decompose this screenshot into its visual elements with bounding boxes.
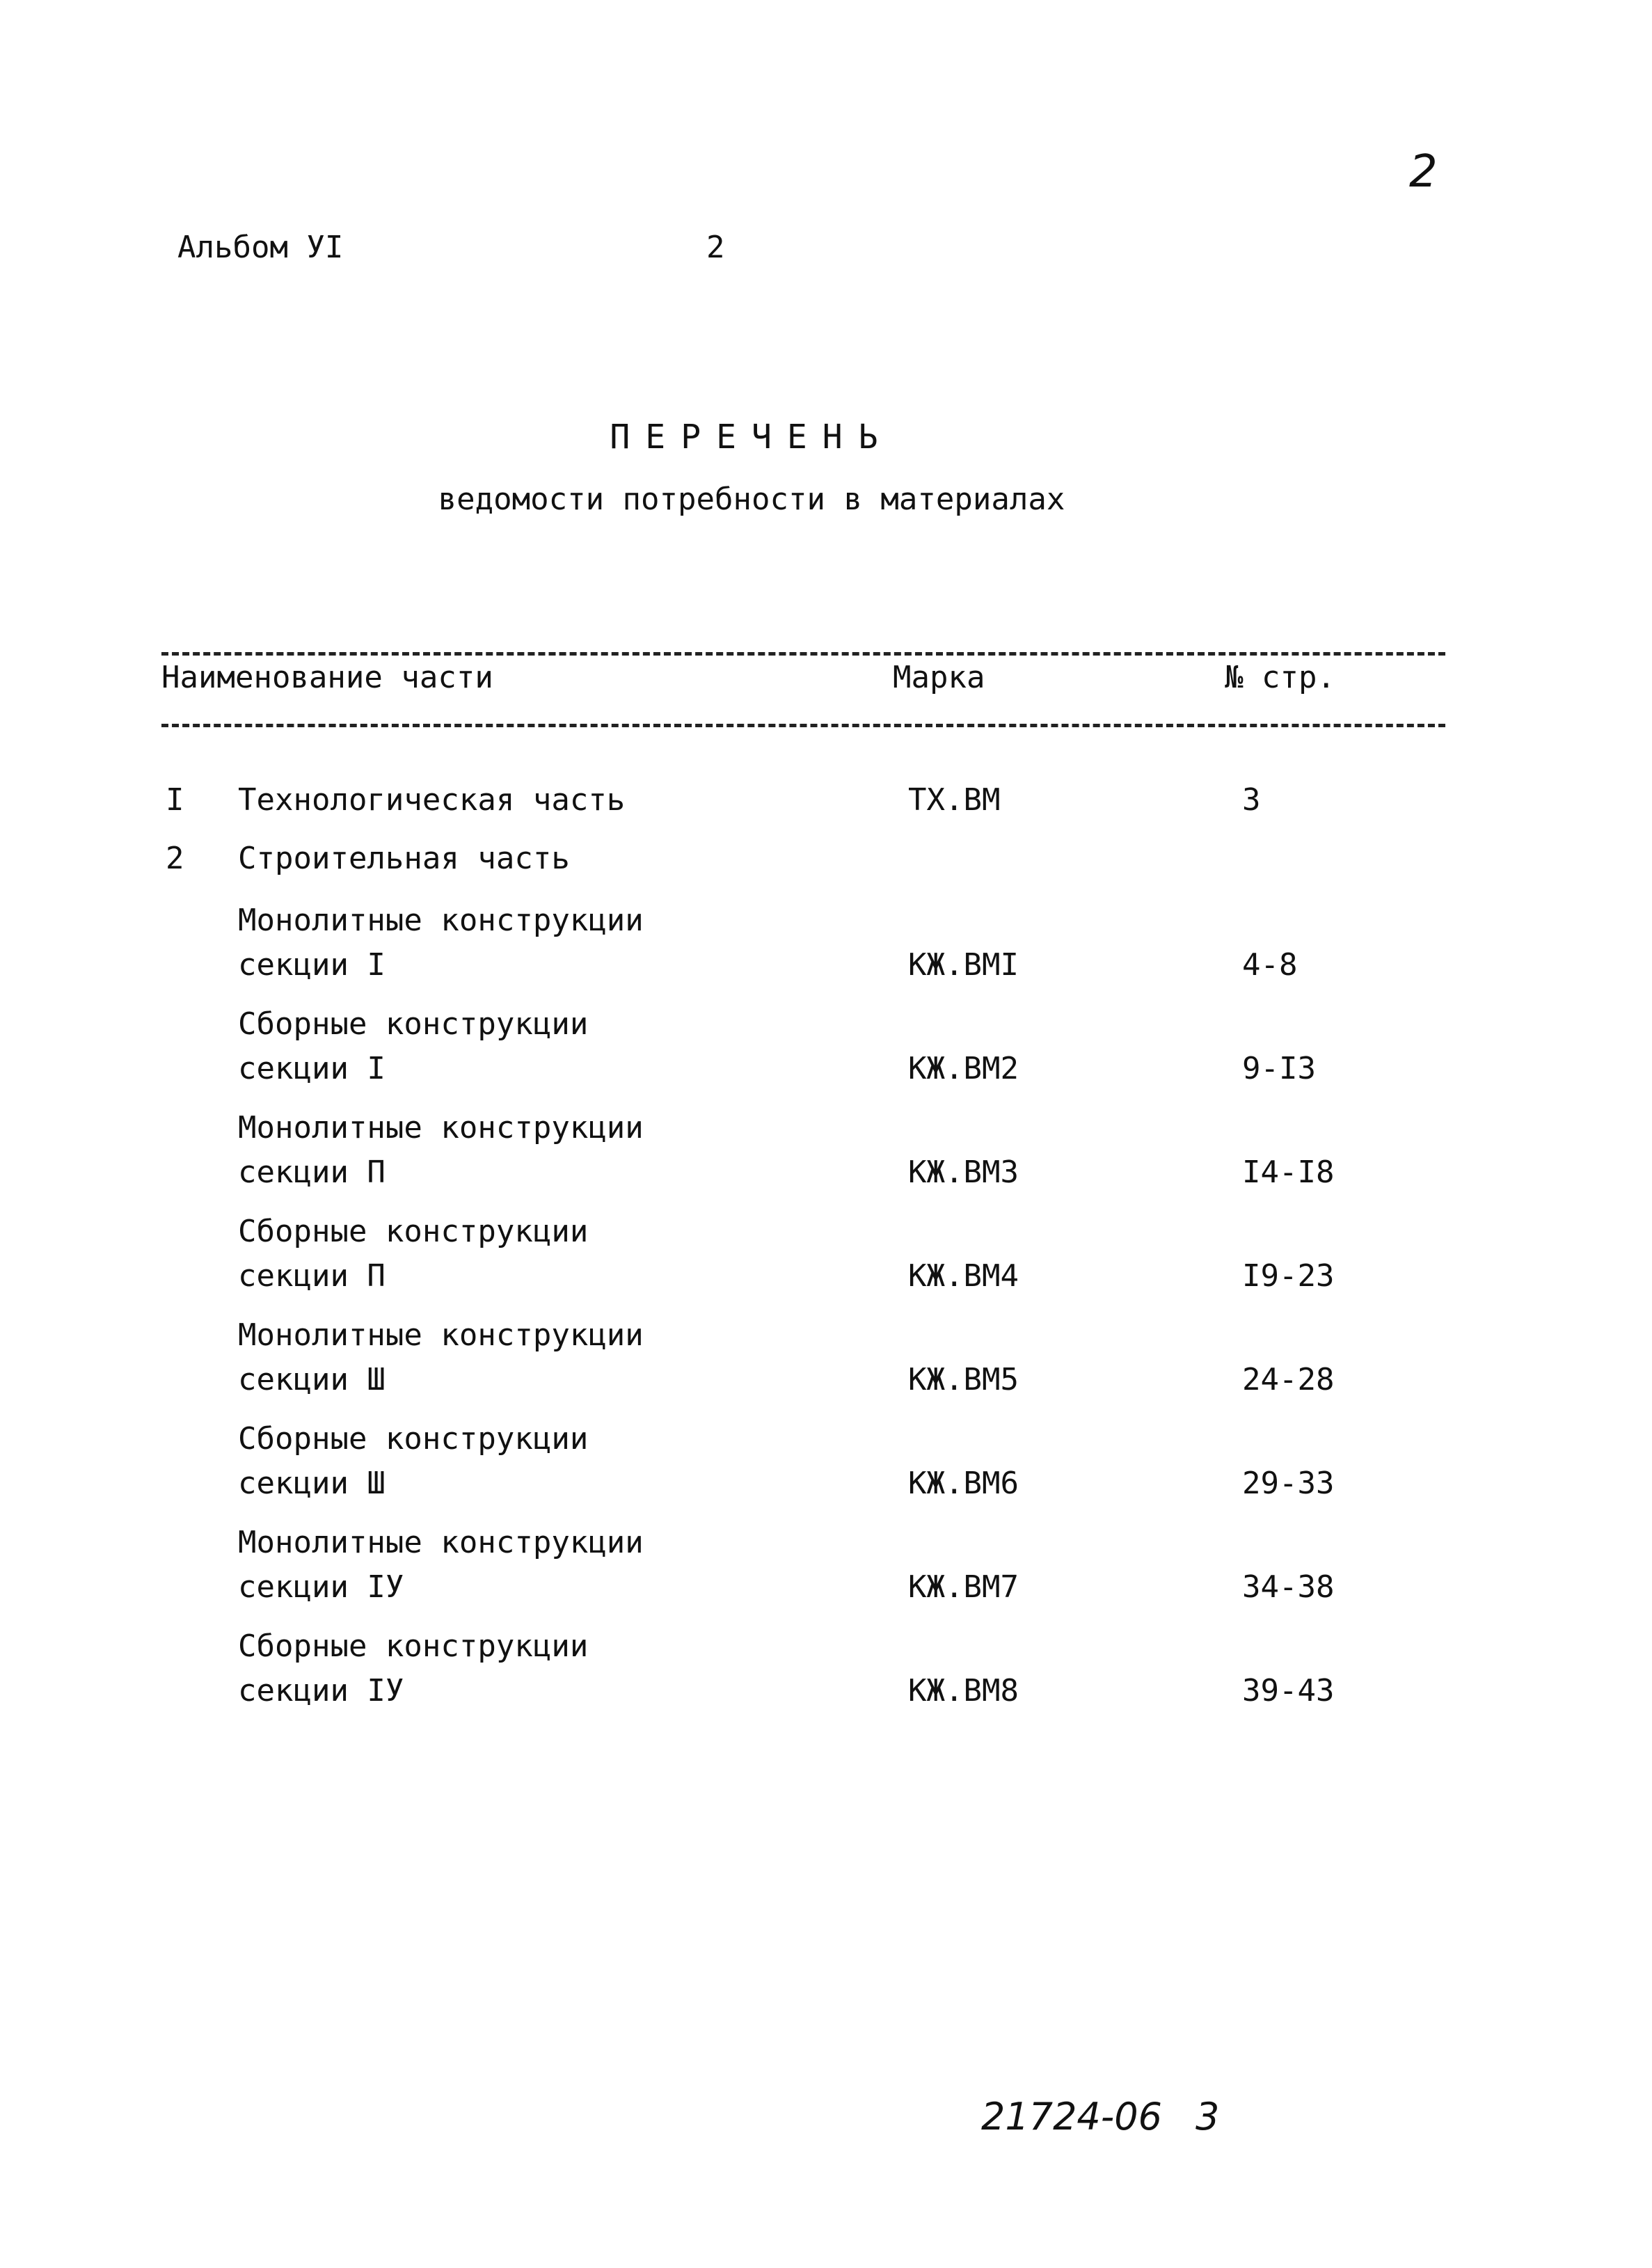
table-header-divider	[161, 724, 1445, 727]
footer-document-code: 21724-06	[981, 2095, 1162, 2139]
table-row-pages: 34-38	[1242, 1569, 1335, 1605]
table-row-name-line2: секции I	[238, 947, 386, 983]
page-corner-number: 2	[1409, 146, 1438, 198]
table-row-name: Технологическая часть	[238, 782, 626, 818]
footer-page-number: 3	[1196, 2095, 1220, 2139]
table-row-name: Строительная часть	[238, 841, 570, 876]
table-row-pages: 3	[1242, 782, 1261, 818]
document-title: ПЕРЕЧЕНЬ	[610, 418, 893, 457]
document-subtitle: ведомости потребности в материалах	[438, 482, 1065, 517]
table-row-pages: I9-23	[1242, 1258, 1335, 1294]
table-row-name-line2: секции П	[238, 1258, 386, 1294]
table-row-number: 2	[166, 841, 184, 876]
table-row-name-line2: секции IУ	[238, 1569, 404, 1605]
table-row-name-line1: Сборные конструкции	[238, 1628, 589, 1664]
table-row-mark: КЖ.ВМ8	[908, 1673, 1019, 1708]
table-row-pages: 4-8	[1242, 947, 1298, 983]
table-row-mark: КЖ.ВМ4	[908, 1258, 1019, 1294]
album-label: Альбом УI	[177, 230, 344, 265]
table-row-pages: I4-I8	[1242, 1155, 1335, 1190]
table-row-name-line1: Сборные конструкции	[238, 1421, 589, 1457]
table-row-mark: КЖ.ВМI	[908, 947, 1019, 983]
table-row-name-line1: Монолитные конструкции	[238, 903, 644, 938]
table-row-mark: КЖ.ВМ2	[908, 1051, 1019, 1086]
album-page-number: 2	[706, 230, 725, 265]
table-row-mark: КЖ.ВМ7	[908, 1569, 1019, 1605]
table-row-mark: КЖ.ВМ3	[908, 1155, 1019, 1190]
header-pages: № стр.	[1225, 660, 1335, 695]
table-row-pages: 9-I3	[1242, 1051, 1316, 1086]
table-row-mark: КЖ.ВМ5	[908, 1362, 1019, 1397]
table-row-name-line2: секции Ш	[238, 1466, 386, 1501]
table-row-mark: ТХ.ВМ	[908, 782, 1001, 818]
table-row-name-line2: секции I	[238, 1051, 386, 1086]
table-row-name-line1: Монолитные конструкции	[238, 1525, 644, 1560]
table-row-name-line2: секции Ш	[238, 1362, 386, 1397]
table-row-mark: КЖ.ВМ6	[908, 1466, 1019, 1501]
header-mark: Марка	[893, 660, 985, 695]
table-row-name-line2: секции IУ	[238, 1673, 404, 1708]
table-top-divider	[161, 652, 1445, 656]
table-row-name-line1: Сборные конструкции	[238, 1006, 589, 1042]
table-row-number: I	[166, 782, 184, 818]
table-row-name-line1: Монолитные конструкции	[238, 1317, 644, 1353]
table-row-pages: 24-28	[1242, 1362, 1335, 1397]
header-name: Наименование части	[161, 660, 493, 695]
table-row-pages: 29-33	[1242, 1466, 1335, 1501]
table-row-name-line1: Монолитные конструкции	[238, 1110, 644, 1145]
table-row-name-line2: секции П	[238, 1155, 386, 1190]
table-row-pages: 39-43	[1242, 1673, 1335, 1708]
table-row-name-line1: Сборные конструкции	[238, 1214, 589, 1249]
